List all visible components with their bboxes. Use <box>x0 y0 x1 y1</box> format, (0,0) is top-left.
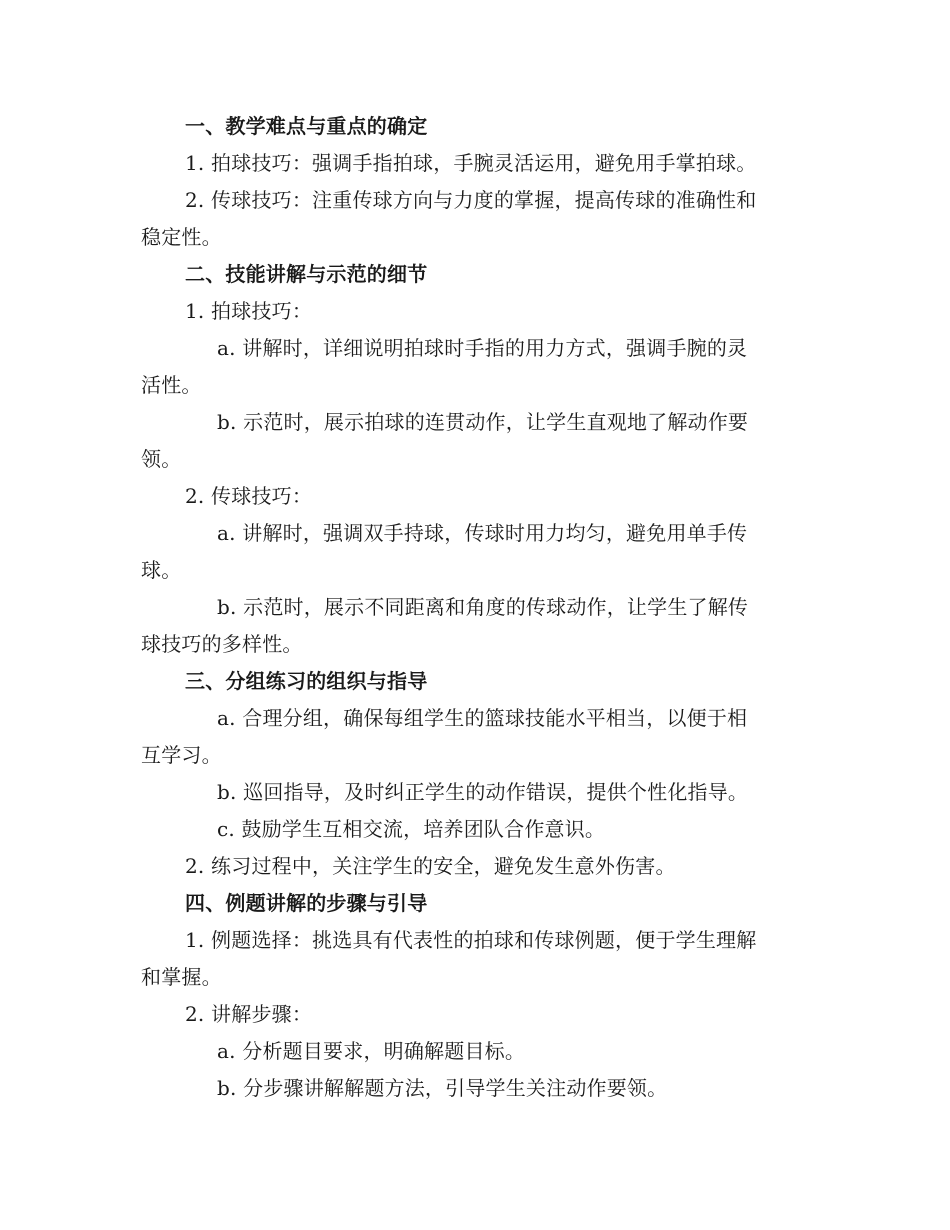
paragraph-line: 2. 讲解步骤： <box>185 1002 313 1026</box>
paragraph-line: 1. 拍球技巧： <box>185 299 313 323</box>
paragraph-line: 和掌握。 <box>141 965 222 989</box>
paragraph-line: 互学习。 <box>141 743 222 767</box>
section-heading: 三、分组练习的组织与指导 <box>185 669 428 693</box>
paragraph-line: b. 分步骤讲解解题方法，引导学生关注动作要领。 <box>217 1076 668 1100</box>
paragraph-line: 稳定性。 <box>141 225 222 249</box>
paragraph-line: 1. 例题选择：挑选具有代表性的拍球和传球例题，便于学生理解 <box>185 928 757 952</box>
paragraph-line: 2. 练习过程中，关注学生的安全，避免发生意外伤害。 <box>185 854 676 878</box>
paragraph-line: 球技巧的多样性。 <box>141 632 303 656</box>
paragraph-line: 活性。 <box>141 373 202 397</box>
paragraph-line: b. 示范时，展示不同距离和角度的传球动作，让学生了解传 <box>217 595 749 619</box>
paragraph-line: 2. 传球技巧： <box>185 484 313 508</box>
paragraph-line: 领。 <box>141 447 182 471</box>
paragraph-line: 球。 <box>141 558 182 582</box>
section-heading: 四、例题讲解的步骤与引导 <box>185 891 428 915</box>
paragraph-line: 1. 拍球技巧：强调手指拍球，手腕灵活运用，避免用手掌拍球。 <box>185 151 757 175</box>
section-heading: 二、技能讲解与示范的细节 <box>185 262 428 286</box>
paragraph-line: c. 鼓励学生互相交流，培养团队合作意识。 <box>217 817 606 841</box>
paragraph-line: b. 示范时，展示拍球的连贯动作，让学生直观地了解动作要 <box>217 410 749 434</box>
paragraph-line: a. 分析题目要求，明确解题目标。 <box>217 1039 526 1063</box>
section-heading: 一、教学难点与重点的确定 <box>185 114 428 138</box>
paragraph-line: a. 讲解时，详细说明拍球时手指的用力方式，强调手腕的灵 <box>217 336 748 360</box>
paragraph-line: a. 合理分组，确保每组学生的篮球技能水平相当，以便于相 <box>217 706 748 730</box>
document-body <box>141 108 809 1107</box>
paragraph-line: 2. 传球技巧：注重传球方向与力度的掌握，提高传球的准确性和 <box>185 188 757 212</box>
paragraph-line: b. 巡回指导，及时纠正学生的动作错误，提供个性化指导。 <box>217 780 749 804</box>
paragraph-line: a. 讲解时，强调双手持球，传球时用力均匀，避免用单手传 <box>217 521 748 545</box>
